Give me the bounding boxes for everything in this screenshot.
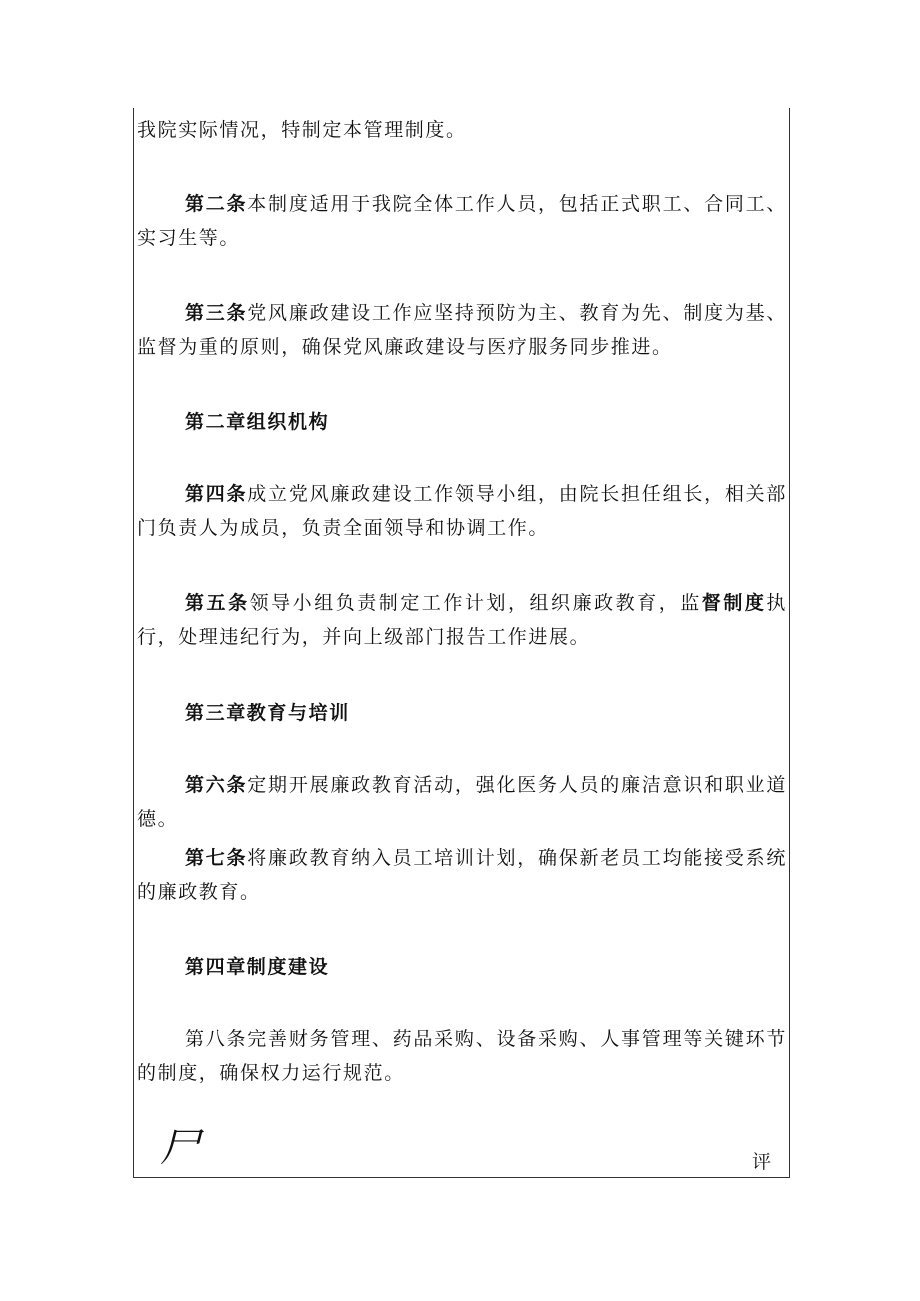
paragraph-intro: 我院实际情况，特制定本管理制度。 (137, 119, 467, 141)
article-2 (137, 187, 787, 255)
article-label: 第四条 (185, 483, 248, 505)
chapter-heading-2: 第二章组织机构 (185, 411, 330, 433)
article-label: 第三条 (185, 302, 248, 324)
article-3 (137, 296, 787, 364)
article-text-emphasis: 督制度 (701, 592, 767, 614)
article-text: 定期开展廉政教育活动，强化医务人员的廉洁意识和职业道德。 (137, 774, 787, 830)
article-8: 第八条完善财务管理、药品采购、设备采购、人事管理等关键环节的制度，确保权力运行规范。 (137, 1028, 787, 1084)
article-text: 成立党风廉政建设工作领导小组，由院长担任组长，相关部门负责人为成员，负责全面领导和协调工作。 (137, 483, 787, 539)
article-label: 第二条 (185, 193, 248, 215)
article-text: 将廉政教育纳入员工培训计划，确保新老员工均能接受系统的廉政教育。 (137, 847, 787, 903)
article-text: 本制度适用于我院全体工作人员，包括正式职工、合同工、实习生等。 (137, 193, 787, 249)
chapter-heading-3: 第三章教育与培训 (185, 702, 350, 724)
article-label: 第六条 (185, 774, 248, 796)
article-label: 第五条 (185, 592, 250, 614)
article-label: 第七条 (185, 847, 248, 869)
article-5 (137, 586, 787, 654)
article-7 (137, 841, 787, 909)
article-text: 领导小组负责制定工作计划，组织廉政教育，监 (249, 592, 702, 614)
article-text: 执行，处理违纪行为，并向上级部门报告工作进展。 (137, 592, 787, 648)
handwritten-mark: 尸 (160, 1125, 200, 1171)
chapter-heading-4: 第四章制度建设 (185, 956, 330, 978)
article-text: 党风廉政建设工作应坚持预防为主、教育为先、制度为基、监督为重的原则，确保党风廉政建设与医疗服务同步推进。 (137, 302, 787, 358)
article-4 (137, 477, 787, 545)
article-6 (137, 768, 787, 836)
footer-mark: 评 (752, 1151, 772, 1173)
